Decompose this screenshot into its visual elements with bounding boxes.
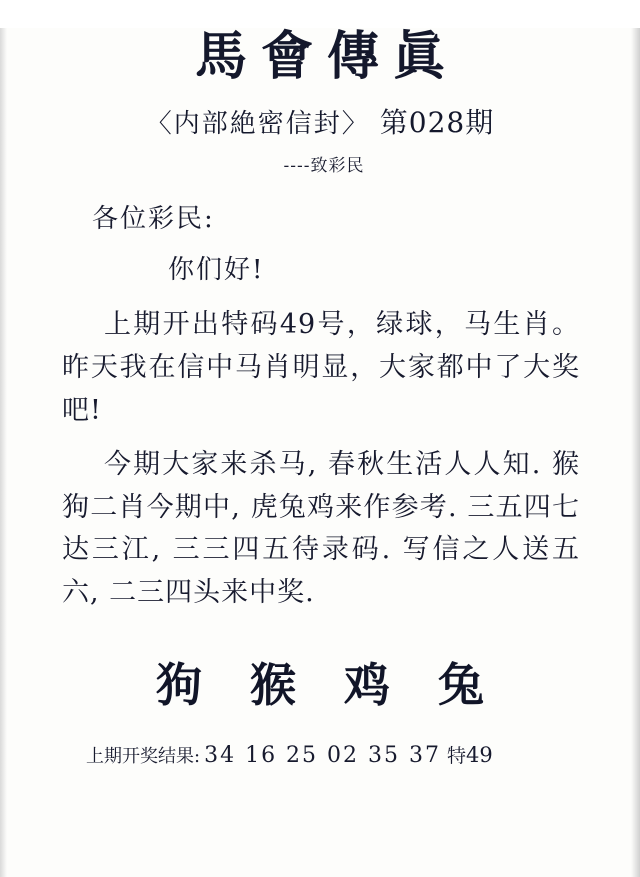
previous-draw-label: 上期开奖结果: (86, 745, 201, 767)
page-title: 馬會傳眞 (194, 26, 459, 87)
special-number-label: 特 (447, 744, 467, 767)
confidential-label: 〈内部絶密信封〉 (145, 109, 370, 140)
predicted-zodiac-picks: 狗 猴 鸡 兔 (155, 657, 501, 712)
body-text (62, 304, 580, 615)
previous-draw-result (0, 741, 640, 768)
salutation: 各位彩民: (92, 204, 215, 235)
dedication-line: ----致彩民 (283, 156, 365, 177)
subtitle-row (0, 101, 640, 141)
previous-draw-numbers: 34 16 25 02 35 37 (204, 742, 442, 768)
issue-number: 第028期 (379, 106, 495, 140)
special-number-value: 49 (466, 742, 493, 767)
greeting: 你们好! (168, 255, 265, 286)
lottery-tip-document (0, 28, 640, 877)
paragraph-2: 今期大家来杀马, 春秋生活人人知. 猴狗二肖今期中, 虎兔鸡来作参考. 三五四七达三江, 三三四五待录码. 写信之人送五六, 二三四头来中奖. (62, 449, 580, 609)
paragraph-1: 上期开出特码49号，绿球，马生肖。昨天我在信中马肖明显，大家都中了大奖吧! (62, 309, 580, 426)
